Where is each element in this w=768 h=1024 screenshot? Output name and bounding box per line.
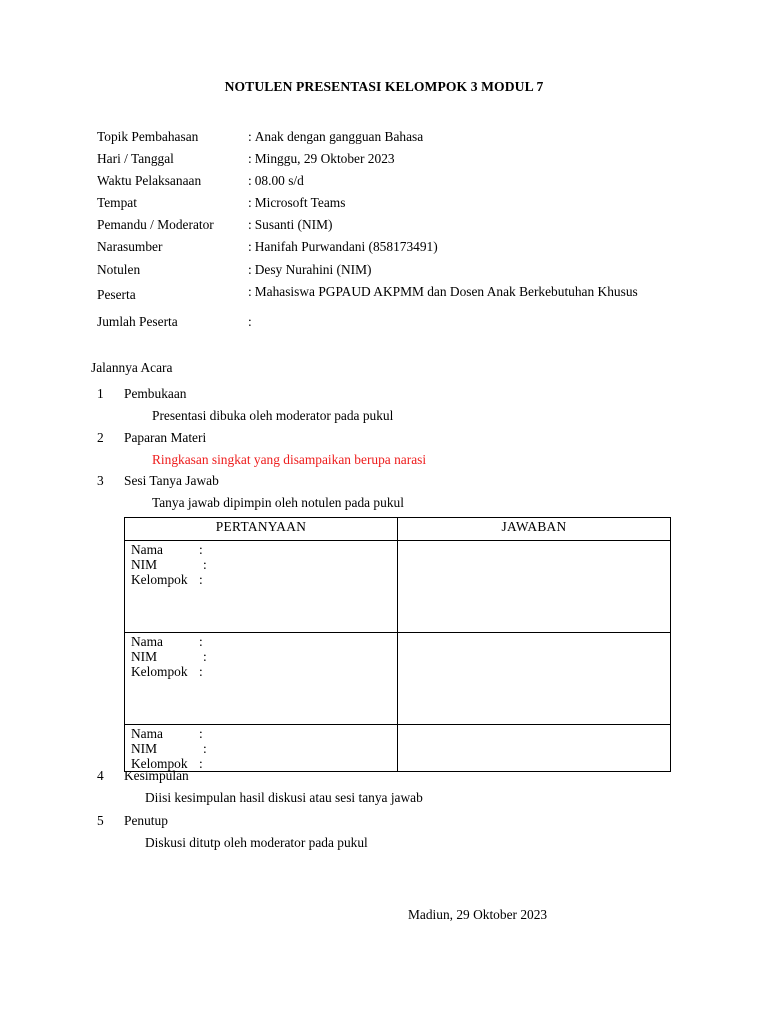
agenda-body: Diskusi ditutp oleh moderator pada pukul: [145, 835, 368, 850]
field-nama: Nama :: [131, 542, 203, 557]
info-label: Tempat: [97, 195, 137, 210]
agenda-heading: Kesimpulan: [124, 768, 189, 783]
info-label: Pemandu / Moderator: [97, 217, 214, 232]
info-label: Hari / Tanggal: [97, 151, 174, 166]
field-nim: NIM :: [131, 557, 207, 572]
question-cell: [125, 725, 398, 772]
field-kelompok: Kelompok :: [131, 664, 203, 679]
agenda-body: Tanya jawab dipimpin oleh notulen pada pukul: [152, 495, 404, 510]
field-kelompok: Kelompok :: [131, 756, 203, 771]
document-title: NOTULEN PRESENTASI KELOMPOK 3 MODUL 7: [224, 79, 544, 94]
agenda-number: 3: [97, 473, 104, 488]
info-label: Waktu Pelaksanaan: [97, 173, 202, 188]
agenda-number: 5: [97, 813, 104, 828]
section-title: Jalannya Acara: [91, 360, 173, 375]
info-label: Narasumber: [97, 239, 163, 254]
agenda-number: 2: [97, 430, 104, 445]
info-value: : 08.00 s/d: [248, 173, 304, 188]
answer-cell: [398, 633, 671, 725]
info-label: Peserta: [97, 287, 136, 302]
qa-header-pertanyaan: PERTANYAAN: [125, 518, 398, 541]
agenda-body-highlight: Ringkasan singkat yang disampaikan berupa narasi: [152, 452, 427, 467]
table-row: [125, 541, 671, 633]
question-cell: [125, 633, 398, 725]
info-value: : Minggu, 29 Oktober 2023: [248, 151, 395, 166]
field-nim: NIM :: [131, 741, 207, 756]
agenda-number: 4: [97, 768, 104, 783]
agenda-number: 1: [97, 386, 104, 401]
info-value: : Anak dengan gangguan Bahasa: [248, 129, 424, 144]
agenda-body: Diisi kesimpulan hasil diskusi atau sesi tanya jawab: [145, 790, 423, 805]
table-row: [125, 633, 671, 725]
info-label: Jumlah Peserta: [97, 314, 178, 329]
answer-cell: [398, 725, 671, 772]
info-value: : Hanifah Purwandani (858173491): [248, 239, 438, 254]
answer-cell: [398, 541, 671, 633]
info-value: : Mahasiswa PGPAUD AKPMM dan Dosen Anak Berkebutuhan Khusus: [248, 284, 638, 299]
agenda-heading: Paparan Materi: [124, 430, 207, 445]
field-kelompok: Kelompok :: [131, 572, 203, 587]
info-value: : Microsoft Teams: [248, 195, 346, 210]
question-cell: [125, 541, 398, 633]
info-value: : Susanti (NIM): [248, 217, 333, 232]
qa-table: [124, 517, 671, 772]
field-nama: Nama :: [131, 634, 203, 649]
qa-header-jawaban: JAWABAN: [398, 518, 671, 541]
field-nim: NIM :: [131, 649, 207, 664]
table-row: [125, 725, 671, 772]
info-label: Topik Pembahasan: [97, 129, 199, 144]
info-label: Notulen: [97, 262, 141, 277]
agenda-heading: Sesi Tanya Jawab: [124, 473, 219, 488]
qa-table-header-row: [125, 518, 671, 541]
field-nama: Nama :: [131, 726, 203, 741]
agenda-body: Presentasi dibuka oleh moderator pada pukul: [152, 408, 394, 423]
place-date: Madiun, 29 Oktober 2023: [408, 907, 548, 922]
info-value: :: [248, 314, 252, 329]
agenda-heading: Pembukaan: [124, 386, 187, 401]
agenda-heading: Penutup: [124, 813, 168, 828]
info-value: : Desy Nurahini (NIM): [248, 262, 372, 277]
